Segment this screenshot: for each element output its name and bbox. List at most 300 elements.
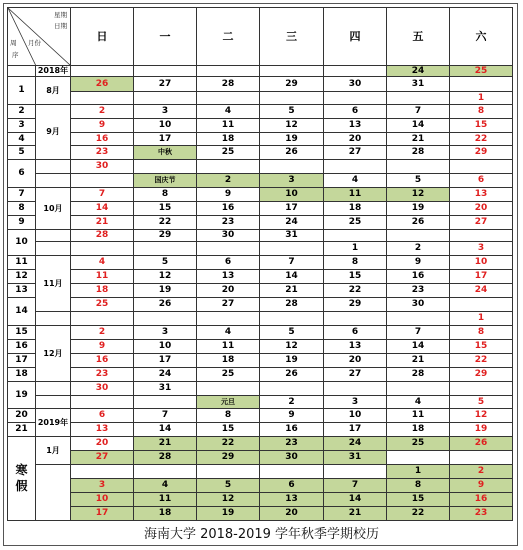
winter-break-label: 寒假	[8, 437, 36, 521]
day-cell	[197, 382, 260, 396]
day-cell: 16	[71, 133, 134, 146]
calendar-row	[8, 479, 513, 493]
day-cell: 10	[260, 188, 324, 202]
day-cell: 5	[450, 396, 513, 409]
day-cell: 21	[134, 437, 197, 451]
calendar-row	[8, 133, 513, 146]
calendar-row	[8, 242, 513, 256]
month-label	[36, 312, 71, 326]
day-cell: 24	[387, 66, 450, 77]
day-cell: 3	[324, 396, 387, 409]
day-cell	[260, 242, 324, 256]
day-cell: 15	[387, 493, 450, 507]
month-label	[36, 242, 71, 256]
day-cell	[387, 382, 450, 396]
day-cell: 24	[324, 437, 387, 451]
week-number: 9	[8, 216, 36, 230]
calendar-row	[8, 507, 513, 521]
calendar-row	[8, 298, 513, 312]
day-cell: 3	[134, 105, 197, 119]
day-cell: 4	[387, 396, 450, 409]
day-cell: 7	[324, 479, 387, 493]
day-cell: 3	[71, 479, 134, 493]
calendar-row	[8, 105, 513, 119]
day-cell: 7	[387, 326, 450, 340]
day-cell: 13	[197, 270, 260, 284]
day-cell: 24	[134, 368, 197, 382]
month-label	[36, 174, 71, 188]
day-cell: 27	[450, 216, 513, 230]
calendar-row	[8, 174, 513, 188]
calendar-row	[8, 77, 513, 92]
day-cell: 13	[324, 340, 387, 354]
calendar-row	[8, 160, 513, 174]
school-calendar-table	[7, 7, 513, 521]
day-cell: 10	[450, 256, 513, 270]
day-cell: 7	[71, 188, 134, 202]
day-cell: 29	[197, 451, 260, 465]
week-number: 12	[8, 270, 36, 284]
week-number: 1	[8, 77, 36, 105]
calendar-row	[8, 451, 513, 465]
day-cell: 20	[450, 202, 513, 216]
calendar-row	[8, 368, 513, 382]
calendar-row	[8, 256, 513, 270]
day-cell: 18	[387, 423, 450, 437]
day-cell: 28	[260, 298, 324, 312]
day-cell: 22	[450, 354, 513, 368]
day-cell: 17	[134, 354, 197, 368]
day-cell: 12	[387, 188, 450, 202]
day-cell: 26	[387, 216, 450, 230]
week-number: 21	[8, 423, 36, 437]
corner-header-cell	[8, 8, 71, 66]
corner-seq-label: 序	[12, 51, 19, 59]
calendar-row	[8, 312, 513, 326]
day-cell: 17	[134, 133, 197, 146]
day-cell: 9	[450, 479, 513, 493]
day-cell: 26	[134, 298, 197, 312]
holiday-cell: 中秋	[134, 146, 197, 160]
day-cell: 4	[134, 479, 197, 493]
day-cell: 9	[260, 409, 324, 423]
day-cell: 23	[387, 284, 450, 298]
day-cell	[324, 160, 387, 174]
day-cell: 25	[324, 216, 387, 230]
day-cell	[450, 77, 513, 92]
day-cell: 8	[450, 105, 513, 119]
day-cell: 22	[197, 437, 260, 451]
day-cell	[450, 298, 513, 312]
week-number: 11	[8, 256, 36, 270]
day-cell: 25	[71, 298, 134, 312]
day-cell	[324, 312, 387, 326]
day-cell: 31	[387, 77, 450, 92]
day-cell	[197, 160, 260, 174]
day-cell: 31	[260, 230, 324, 242]
weekday-header-thu: 四	[324, 8, 387, 66]
month-label	[36, 230, 71, 242]
weekday-header-sun: 日	[71, 8, 134, 66]
day-cell: 29	[450, 146, 513, 160]
day-cell: 25	[387, 437, 450, 451]
week-number: 2	[8, 105, 36, 119]
day-cell: 5	[260, 326, 324, 340]
day-cell	[450, 451, 513, 465]
day-cell	[134, 66, 197, 77]
calendar-row	[8, 382, 513, 396]
day-cell: 27	[324, 368, 387, 382]
day-cell: 11	[387, 409, 450, 423]
day-cell: 12	[260, 340, 324, 354]
day-cell: 3	[260, 174, 324, 188]
day-cell: 2	[387, 242, 450, 256]
day-cell	[197, 66, 260, 77]
day-cell: 4	[197, 326, 260, 340]
day-cell: 19	[197, 507, 260, 521]
day-cell: 1	[450, 312, 513, 326]
day-cell	[71, 242, 134, 256]
day-cell	[134, 242, 197, 256]
day-cell: 18	[71, 284, 134, 298]
day-cell: 11	[134, 493, 197, 507]
day-cell: 30	[387, 298, 450, 312]
day-cell: 16	[197, 202, 260, 216]
month-label: 11月	[36, 256, 71, 312]
day-cell: 12	[260, 119, 324, 133]
day-cell: 19	[260, 133, 324, 146]
holiday-cell: 国庆节	[134, 174, 197, 188]
day-cell: 9	[387, 256, 450, 270]
day-cell: 20	[197, 284, 260, 298]
day-cell: 21	[260, 284, 324, 298]
day-cell: 19	[260, 354, 324, 368]
day-cell: 14	[71, 202, 134, 216]
calendar-row	[8, 354, 513, 368]
day-cell: 23	[260, 437, 324, 451]
day-cell: 8	[387, 479, 450, 493]
calendar-row	[8, 92, 513, 105]
day-cell: 6	[260, 479, 324, 493]
day-cell: 18	[197, 133, 260, 146]
day-cell: 6	[324, 105, 387, 119]
day-cell: 20	[260, 507, 324, 521]
week-number: 10	[8, 230, 36, 256]
day-cell	[71, 396, 134, 409]
calendar-row	[8, 396, 513, 409]
day-cell	[197, 465, 260, 479]
day-cell	[450, 382, 513, 396]
day-cell: 27	[134, 77, 197, 92]
day-cell	[324, 92, 387, 105]
day-cell: 2	[71, 326, 134, 340]
week-number: 3	[8, 119, 36, 133]
month-label	[36, 465, 71, 521]
day-cell: 10	[324, 409, 387, 423]
day-cell: 13	[260, 493, 324, 507]
day-cell: 29	[450, 368, 513, 382]
day-cell: 24	[260, 216, 324, 230]
day-cell	[134, 465, 197, 479]
day-cell: 14	[387, 340, 450, 354]
day-cell: 13	[324, 119, 387, 133]
day-cell	[324, 382, 387, 396]
day-cell	[71, 174, 134, 188]
day-cell: 19	[134, 284, 197, 298]
day-cell: 30	[71, 382, 134, 396]
day-cell: 5	[197, 479, 260, 493]
day-cell: 22	[387, 507, 450, 521]
day-cell: 6	[71, 409, 134, 423]
day-cell: 9	[197, 188, 260, 202]
day-cell: 28	[387, 368, 450, 382]
day-cell: 17	[260, 202, 324, 216]
day-cell: 2	[450, 465, 513, 479]
day-cell: 16	[450, 493, 513, 507]
day-cell: 6	[197, 256, 260, 270]
corner-week-label: 周	[10, 39, 17, 47]
week-number: 16	[8, 340, 36, 354]
day-cell: 30	[324, 77, 387, 92]
day-cell	[197, 242, 260, 256]
month-label	[36, 160, 71, 174]
day-cell: 7	[387, 105, 450, 119]
month-label: 1月	[36, 437, 71, 465]
calendar-row	[8, 119, 513, 133]
weekday-header-sat: 六	[450, 8, 513, 66]
day-cell: 14	[134, 423, 197, 437]
day-cell	[324, 230, 387, 242]
day-cell: 16	[71, 354, 134, 368]
day-cell: 14	[324, 493, 387, 507]
day-cell: 7	[134, 409, 197, 423]
day-cell: 27	[197, 298, 260, 312]
day-cell	[71, 92, 134, 105]
day-cell: 3	[134, 326, 197, 340]
day-cell: 4	[197, 105, 260, 119]
day-cell: 29	[324, 298, 387, 312]
day-cell: 23	[450, 507, 513, 521]
day-cell: 1	[450, 92, 513, 105]
day-cell: 30	[260, 451, 324, 465]
year-blank-cell	[8, 66, 36, 77]
month-label: 8月	[36, 77, 71, 105]
day-cell: 27	[324, 146, 387, 160]
day-cell	[197, 312, 260, 326]
day-cell: 10	[134, 340, 197, 354]
day-cell: 23	[197, 216, 260, 230]
calendar-row	[8, 437, 513, 451]
day-cell: 31	[324, 451, 387, 465]
day-cell	[260, 382, 324, 396]
corner-month-label: 月份	[28, 39, 41, 47]
day-cell: 11	[197, 340, 260, 354]
day-cell: 28	[197, 77, 260, 92]
calendar-row	[8, 230, 513, 242]
day-cell: 8	[134, 188, 197, 202]
day-cell: 5	[260, 105, 324, 119]
day-cell: 22	[450, 133, 513, 146]
day-cell: 16	[260, 423, 324, 437]
day-cell: 10	[71, 493, 134, 507]
week-number: 8	[8, 202, 36, 216]
weekday-header-fri: 五	[387, 8, 450, 66]
day-cell: 6	[324, 326, 387, 340]
day-cell: 24	[450, 284, 513, 298]
day-cell: 17	[71, 507, 134, 521]
day-cell: 20	[324, 354, 387, 368]
day-cell: 29	[260, 77, 324, 92]
day-cell: 8	[450, 326, 513, 340]
day-cell	[134, 92, 197, 105]
day-cell: 1	[387, 465, 450, 479]
day-cell: 6	[450, 174, 513, 188]
day-cell: 23	[71, 368, 134, 382]
day-cell	[71, 312, 134, 326]
calendar-row	[8, 465, 513, 479]
day-cell: 21	[71, 216, 134, 230]
day-cell: 14	[260, 270, 324, 284]
day-cell: 4	[324, 174, 387, 188]
day-cell: 16	[387, 270, 450, 284]
week-number: 13	[8, 284, 36, 298]
day-cell	[197, 92, 260, 105]
day-cell: 26	[260, 146, 324, 160]
day-cell: 8	[197, 409, 260, 423]
week-number: 15	[8, 326, 36, 340]
day-cell	[450, 160, 513, 174]
day-cell: 26	[260, 368, 324, 382]
day-cell	[134, 160, 197, 174]
day-cell: 25	[197, 146, 260, 160]
day-cell: 17	[450, 270, 513, 284]
day-cell: 28	[387, 146, 450, 160]
week-number: 5	[8, 146, 36, 160]
day-cell: 5	[134, 256, 197, 270]
day-cell	[387, 451, 450, 465]
day-cell: 31	[134, 382, 197, 396]
calendar-row	[8, 216, 513, 230]
day-cell: 5	[387, 174, 450, 188]
day-cell: 23	[71, 146, 134, 160]
holiday-cell: 元旦	[197, 396, 260, 409]
day-cell: 19	[450, 423, 513, 437]
day-cell: 26	[450, 437, 513, 451]
month-label	[36, 396, 71, 409]
day-cell: 28	[134, 451, 197, 465]
day-cell: 11	[71, 270, 134, 284]
day-cell: 17	[324, 423, 387, 437]
day-cell	[134, 312, 197, 326]
day-cell: 13	[450, 188, 513, 202]
day-cell: 25	[450, 66, 513, 77]
calendar-row	[8, 409, 513, 423]
day-cell	[260, 92, 324, 105]
week-number: 4	[8, 133, 36, 146]
day-cell: 30	[197, 230, 260, 242]
day-cell	[260, 312, 324, 326]
calendar-row	[8, 326, 513, 340]
day-cell: 2	[260, 396, 324, 409]
day-cell: 4	[71, 256, 134, 270]
month-label	[36, 382, 71, 396]
day-cell: 27	[71, 451, 134, 465]
calendar-row	[8, 423, 513, 437]
day-cell: 11	[324, 188, 387, 202]
day-cell: 12	[450, 409, 513, 423]
day-cell: 15	[197, 423, 260, 437]
calendar-caption: 海南大学 2018-2019 学年秋季学期校历	[143, 527, 380, 542]
week-number: 17	[8, 354, 36, 368]
day-cell	[134, 396, 197, 409]
day-cell: 21	[387, 133, 450, 146]
day-cell: 12	[134, 270, 197, 284]
month-label: 10月	[36, 188, 71, 230]
day-cell: 20	[71, 437, 134, 451]
week-number: 6	[8, 160, 36, 188]
day-cell: 11	[197, 119, 260, 133]
day-cell: 30	[71, 160, 134, 174]
day-cell: 14	[387, 119, 450, 133]
day-cell: 15	[450, 119, 513, 133]
day-cell	[260, 465, 324, 479]
calendar-row	[8, 493, 513, 507]
day-cell: 7	[260, 256, 324, 270]
calendar-row	[8, 340, 513, 354]
day-cell: 25	[197, 368, 260, 382]
day-cell: 13	[71, 423, 134, 437]
day-cell: 18	[197, 354, 260, 368]
day-cell: 18	[324, 202, 387, 216]
corner-day-label: 日期	[54, 22, 67, 30]
calendar-row	[8, 66, 513, 77]
week-number: 20	[8, 409, 36, 423]
week-number: 14	[8, 298, 36, 326]
month-label: 2019年	[36, 409, 71, 437]
day-cell: 28	[71, 230, 134, 242]
day-cell	[71, 465, 134, 479]
day-cell	[387, 312, 450, 326]
day-cell: 1	[324, 242, 387, 256]
weekday-header-tue: 二	[197, 8, 260, 66]
day-cell: 19	[387, 202, 450, 216]
calendar-row	[8, 202, 513, 216]
calendar-row	[8, 270, 513, 284]
weekday-header-wed: 三	[260, 8, 324, 66]
day-cell	[387, 92, 450, 105]
day-cell: 22	[134, 216, 197, 230]
calendar-row	[8, 284, 513, 298]
day-cell	[324, 465, 387, 479]
week-number: 19	[8, 382, 36, 409]
day-cell	[71, 66, 134, 77]
day-cell: 26	[71, 77, 134, 92]
day-cell: 15	[324, 270, 387, 284]
day-cell	[260, 160, 324, 174]
day-cell: 9	[71, 119, 134, 133]
day-cell: 8	[324, 256, 387, 270]
day-cell	[387, 230, 450, 242]
day-cell	[324, 66, 387, 77]
week-number: 18	[8, 368, 36, 382]
corner-star-label: 星期	[54, 11, 67, 19]
day-cell	[260, 66, 324, 77]
weekday-header-mon: 一	[134, 8, 197, 66]
day-cell: 10	[134, 119, 197, 133]
day-cell: 22	[324, 284, 387, 298]
day-cell: 2	[71, 105, 134, 119]
day-cell: 15	[450, 340, 513, 354]
